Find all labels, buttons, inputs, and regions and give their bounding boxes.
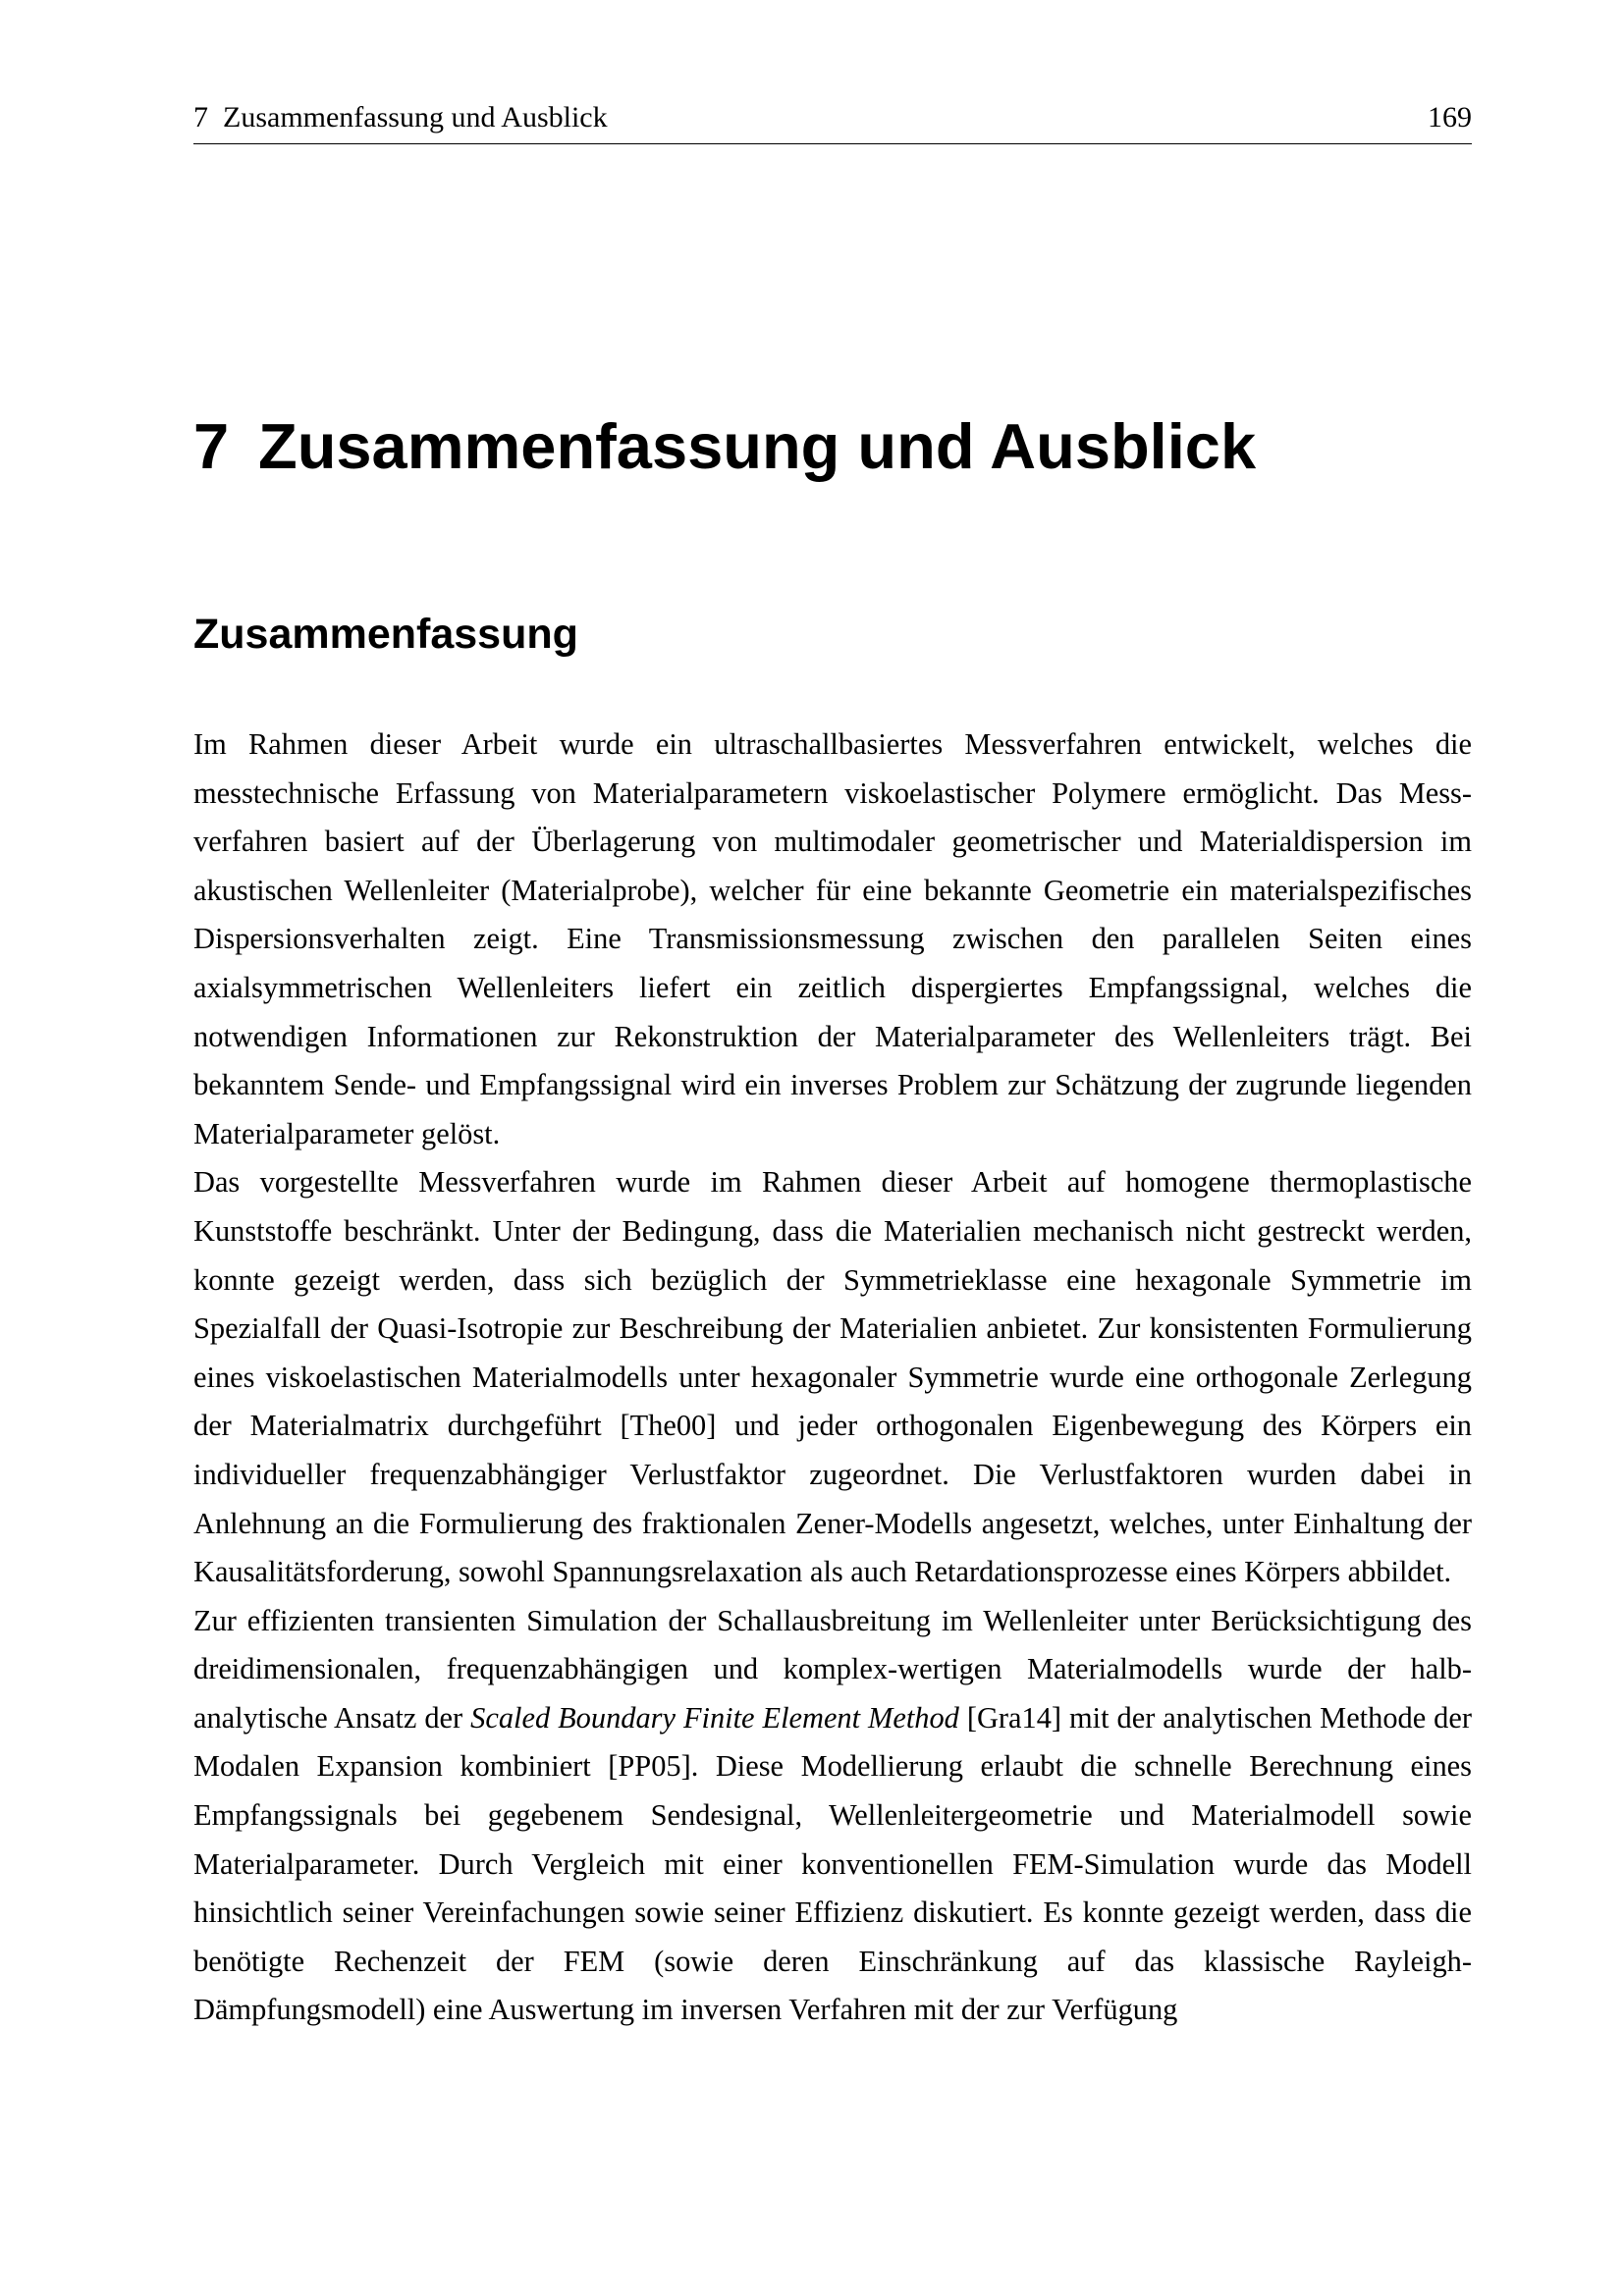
paragraph-1: Im Rahmen dieser Arbeit wurde ein ultraschallbasiertes Messverfahren entwickelt, welches die messtechnische Erfassung von Materialparametern viskoelastischer Polymere ermöglicht. Das Messverfahren basiert auf der Überlagerung von multimodaler geometrischer und Materialdispersion im akustischen Wellenleiter (Materialprobe), welcher für eine bekannte Geometrie ein materialspezifisches Dispersionsverhalten zeigt. Eine Transmissionsmessung zwischen den parallelen Seiten eines axialsymmetrischen Wellenleiters liefert ein zeitlich dispergiertes Empfangssignal, welches die notwendigen Informationen zur Rekonstruktion der Materialparameter des Wellenleiters trägt. Bei bekanntem Sende- und Empfangssignal wird ein inverses Problem zur Schätzung der zugrunde liegenden Materialparameter gelöst. [193,727,1472,1150]
body-text [193,721,1472,2035]
chapter-title-text: Zusammenfassung und Ausblick [258,410,1257,482]
running-header-chapter: 7 Zusammenfassung und Ausblick [193,101,608,133]
section-title: Zusammenfassung [193,611,578,658]
paragraph-3-text-before: Zur effizienten transienten Simulation der Schallausbreitung im Wellenleiter unter Berücksichtigung des dreidimensionalen, frequenzabhängigen und komplex-wertigen Materialmodells wurde der halb-analytische Ansatz der [193,1603,1472,1735]
paragraph-2: Das vorgestellte Messverfahren wurde im Rahmen dieser Arbeit auf homogene thermoplastische Kunststoffe beschränkt. Unter der Bedingung, dass die Materialien mechanisch nicht gestreckt werden, konnte gezeigt werden, dass sich bezüglich der Symmetrieklasse eine hexagonale Symmetrie im Spezialfall der Quasi-Isotropie zur Beschreibung der Materialien anbietet. Zur konsistenten Formulierung eines viskoelastischen Materialmodells unter hexagonaler Symmetrie wurde eine orthogonale Zerlegung der Materialmatrix durchgeführt [The00] und jeder orthogonalen Eigenbewegung des Körpers ein individueller frequenzabhängiger Verlustfaktor zugeordnet. Die Verlustfaktoren wurden dabei in Anlehnung an die Formulierung des fraktionalen Zener-Modells angesetzt, welches, unter Einhaltung der Kausalitätsforderung, sowohl Spannungsrelaxation als auch Retardationsprozesse eines Körpers abbildet. [193,1165,1472,1589]
chapter-title [193,407,1472,486]
page-number: 169 [1428,101,1472,133]
running-header [193,98,1472,144]
paragraph-3-text-after: [Gra14] mit der analytischen Methode der Modalen Expansion kombiniert [PP05]. Diese Modellierung erlaubt die schnelle Berechnung eines Empfangssignals bei gegebenem Sendesignal, Wellenleitergeometrie und Materialmodell sowie Materialparameter. Durch Vergleich mit einer konventionellen FEM-Simulation wurde das Modell hinsichtlich seiner Vereinfachungen sowie seiner Effizienz diskutiert. Es konnte gezeigt werden, dass die benötigte Rechenzeit der FEM (sowie deren Einschränkung auf das klassische Rayleigh-Dämpfungsmodell) eine Auswertung im inversen Verfahren mit der zur Verfügung [193,1700,1472,2027]
chapter-number: 7 [193,410,230,482]
paragraph-3 [193,1597,1472,2035]
paragraph-3-method-name: Scaled Boundary Finite Element Method [470,1700,959,1735]
